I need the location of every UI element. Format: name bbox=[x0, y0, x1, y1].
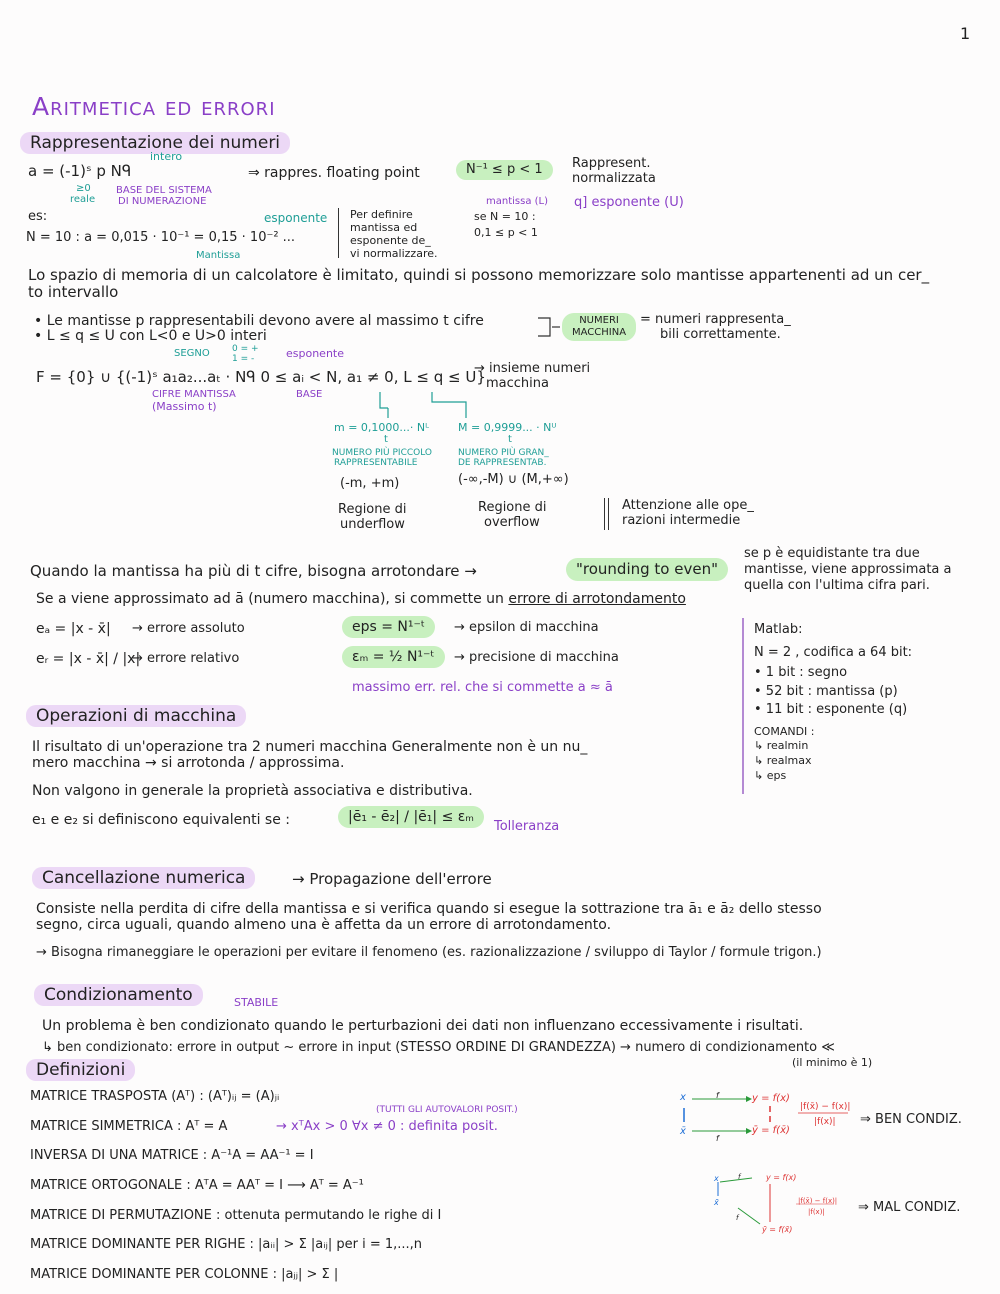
se-n-10: se N = 10 : bbox=[474, 210, 536, 223]
cmd-eps: ↳ eps bbox=[754, 769, 787, 782]
ben-ratio-num: |f(x̄) − f(x)| bbox=[800, 1102, 851, 1112]
M-formula: M = 0,9999... · Nᵁ bbox=[458, 421, 557, 434]
base-label: BASE bbox=[296, 389, 323, 400]
rappresentabili-b: bili correttamente. bbox=[660, 327, 781, 342]
insieme-b: macchina bbox=[486, 376, 549, 391]
def-inversa: INVERSA DI UNA MATRICE : A⁻¹A = AA⁻¹ = I bbox=[30, 1148, 314, 1163]
def-dominante-colonne: MATRICE DOMINANTE PER COLONNE : |aⱼⱼ| > Σ | bbox=[30, 1267, 339, 1282]
approx-pre: Se a viene approssimato ad ā (numero macchina), si commette un bbox=[36, 591, 504, 607]
matlab-n: N = 2 , codifica a 64 bit: bbox=[754, 645, 913, 660]
M-desc-a: NUMERO PIÙ GRAN_ bbox=[458, 448, 549, 458]
condizionamento-p2: ↳ ben condizionato: errore in output ~ errore in input (STESSO ORDINE DI GRANDEZZA) → numero di condizionamento ≪ bbox=[42, 1040, 835, 1055]
cifre-mantissa-b: (Massimo t) bbox=[152, 400, 217, 413]
memory-text-a: Lo spazio di memoria di un calcolatore è limitato, quindi si possono memorizzare solo mantisse appartenenti ad un cer_ bbox=[28, 266, 930, 284]
se-range: 0,1 ≤ p < 1 bbox=[474, 226, 538, 239]
cmd-realmax: ↳ realmax bbox=[754, 754, 812, 767]
mal-ybar-label: ȳ = f(x̄) bbox=[762, 1225, 793, 1234]
underflow-a: Regione di bbox=[338, 502, 407, 517]
stabile-label: STABILE bbox=[234, 996, 279, 1009]
reale-label-a: ≥0 bbox=[76, 183, 91, 194]
section-heading-rappresentazione: Rappresentazione dei numeri bbox=[20, 132, 290, 154]
eps-label: → epsilon di macchina bbox=[454, 620, 599, 635]
mal-xbar-label: x̄ bbox=[714, 1198, 719, 1207]
def-trasposta: MATRICE TRASPOSTA (Aᵀ) : (Aᵀ)ᵢⱼ = (A)ⱼᵢ bbox=[30, 1089, 280, 1104]
segno-label: SEGNO bbox=[174, 348, 210, 359]
ben-xbar-label: x̄ bbox=[680, 1126, 686, 1137]
def-ortogonale: MATRICE ORTOGONALE : AᵀA = AAᵀ = I ⟶ Aᵀ = A⁻¹ bbox=[30, 1178, 364, 1193]
def-autovalori-note: (TUTTI GLI AUTOVALORI POSIT.) bbox=[376, 1105, 518, 1115]
operazioni-p2: Non valgono in generale la proprietà associativa e distributiva. bbox=[32, 783, 473, 799]
m-range: (-m, +m) bbox=[340, 476, 400, 491]
section-heading-cancellazione: Cancellazione numerica bbox=[32, 867, 255, 889]
ben-condiz-label: ⇒ BEN CONDIZ. bbox=[860, 1112, 962, 1127]
er-label: → errore relativo bbox=[132, 651, 240, 666]
ben-f-top: f bbox=[716, 1091, 719, 1100]
mantissa-l-label: mantissa (L) bbox=[486, 196, 549, 207]
equidistante-b: mantisse, viene approssimata a bbox=[744, 562, 952, 577]
M-range: (-∞,-M) ∪ (M,+∞) bbox=[458, 472, 569, 487]
mal-ratio-den: |f(x)| bbox=[808, 1208, 825, 1216]
def-simmetrica: MATRICE SIMMETRICA : Aᵀ = A bbox=[30, 1119, 228, 1134]
cifre-mantissa-a: CIFRE MANTISSA bbox=[152, 389, 236, 400]
overflow-a: Regione di bbox=[478, 500, 547, 515]
matlab-bit-11: • 11 bit : esponente (q) bbox=[754, 702, 908, 717]
equivalenza-formula: |ē₁ - ē₂| / |ē₁| ≤ εₘ bbox=[338, 806, 484, 828]
M-t: t bbox=[508, 434, 512, 445]
ben-x-label: x bbox=[680, 1092, 686, 1103]
rounding-to-even: "rounding to even" bbox=[566, 558, 728, 581]
max-err-label: massimo err. rel. che si commette a ≈ ā bbox=[352, 680, 613, 695]
ben-y-label: y = f(x) bbox=[752, 1093, 790, 1104]
mal-f-bottom: f bbox=[736, 1214, 739, 1222]
section-heading-operazioni: Operazioni di macchina bbox=[26, 705, 246, 727]
esponente-label: esponente bbox=[264, 211, 328, 225]
numeri-label: NUMERI bbox=[579, 315, 619, 326]
ben-ratio-den: |f(x)| bbox=[814, 1117, 836, 1127]
ben-ybar-label: ȳ = f(x̄) bbox=[752, 1125, 790, 1136]
equidistante-a: se p è equidistante tra due bbox=[744, 546, 920, 561]
em-label: → precisione di macchina bbox=[454, 650, 619, 665]
base-label-a: BASE DEL SISTEMA bbox=[116, 185, 212, 196]
note-b: mantissa ed bbox=[350, 221, 418, 234]
page-title: Aritmetica ed errori bbox=[32, 92, 276, 121]
q-esponente-label: q] esponente (U) bbox=[574, 195, 684, 210]
comandi-label: COMANDI : bbox=[754, 725, 815, 738]
bullet-mantisse: • Le mantisse p rappresentabili devono avere al massimo t cifre bbox=[34, 313, 484, 329]
eps-formula: eps = N¹⁻ᵗ bbox=[342, 616, 435, 638]
attenzione-b: razioni intermedie bbox=[622, 513, 741, 528]
floating-point-label: ⇒ rappres. floating point bbox=[248, 165, 420, 181]
norm-label-a: Rappresent. bbox=[572, 156, 651, 171]
mal-x-label: x bbox=[714, 1174, 719, 1183]
def-dominante-righe: MATRICE DOMINANTE PER RIGHE : |aᵢᵢ| > Σ |aᵢⱼ| per i = 1,...,n bbox=[30, 1237, 423, 1252]
m-formula: m = 0,1000...· Nᴸ bbox=[334, 421, 429, 434]
es-label: es: bbox=[28, 209, 48, 224]
matlab-label: Matlab: bbox=[754, 622, 803, 637]
M-desc-b: DE RAPPRESENTAB. bbox=[458, 458, 547, 468]
note-c: esponente de_ bbox=[350, 234, 431, 247]
F-formula: F = {0} ∪ {(-1)ˢ a₁a₂...aₜ · Nᑫ 0 ≤ aᵢ < N, a₁ ≠ 0, L ≤ q ≤ U} bbox=[36, 368, 486, 386]
matlab-bit-52: • 52 bit : mantissa (p) bbox=[754, 684, 898, 699]
mal-f-top: f bbox=[738, 1173, 741, 1181]
bullet-range: • L ≤ q ≤ U con L<0 e U>0 interi bbox=[34, 328, 267, 344]
minimo-label: (il minimo è 1) bbox=[792, 1056, 873, 1069]
intero-label: intero bbox=[150, 150, 183, 163]
mal-condiz-label: ⇒ MAL CONDIZ. bbox=[858, 1200, 961, 1215]
mal-ratio-num: |f(x̄) − f(x)| bbox=[798, 1197, 838, 1205]
rappresentabili-a: = numeri rappresenta_ bbox=[640, 312, 791, 327]
mal-arrow-bottom bbox=[738, 1208, 760, 1224]
insieme-a: → insieme numeri bbox=[474, 361, 591, 376]
em-formula: εₘ = ½ N¹⁻ᵗ bbox=[342, 646, 445, 668]
def-simmetrica-positiva: → xᵀAx > 0 ∀x ≠ 0 : definita posit. bbox=[276, 1119, 498, 1134]
operazioni-p1-b: mero macchina → si arrotonda / approssima. bbox=[32, 755, 345, 771]
example-formula: N = 10 : a = 0,015 · 10⁻¹ = 0,15 · 10⁻² ... bbox=[26, 230, 296, 245]
mantissa-label: Mantissa bbox=[196, 250, 241, 261]
ea-label: → errore assoluto bbox=[132, 621, 245, 636]
operazioni-p3: e₁ e e₂ si definiscono equivalenti se : bbox=[32, 812, 290, 828]
memory-text-b: to intervallo bbox=[28, 283, 119, 301]
mal-arrow-top bbox=[720, 1178, 752, 1182]
ben-f-bottom: f bbox=[716, 1134, 719, 1143]
rounding-text: Quando la mantissa ha più di t cifre, bisogna arrotondare → bbox=[30, 562, 477, 580]
m-t: t bbox=[384, 434, 388, 445]
cmd-realmin: ↳ realmin bbox=[754, 739, 809, 752]
reale-label-b: reale bbox=[70, 194, 96, 205]
attenzione-a: Attenzione alle ope_ bbox=[622, 498, 754, 513]
note-a: Per definire bbox=[350, 208, 413, 221]
m-desc-a: NUMERO PIÙ PICCOLO bbox=[332, 448, 433, 458]
floating-formula: a = (-1)ˢ p Nᑫ bbox=[28, 162, 132, 180]
ea-formula: eₐ = |x - x̄| bbox=[36, 621, 111, 637]
cancellazione-p1-b: segno, circa uguali, quando almeno una è affetta da un errore di arrotondamento. bbox=[36, 917, 612, 933]
page-number: 1 bbox=[960, 24, 971, 43]
segno-values-a: 0 = + bbox=[232, 344, 259, 354]
segno-values-b: 1 = - bbox=[232, 354, 255, 364]
note-d: vi normalizzare. bbox=[350, 247, 438, 260]
condizionamento-p1: Un problema è ben condizionato quando le perturbazioni dei dati non influenzano eccessivamente i risultati. bbox=[42, 1018, 804, 1034]
norm-formula: N⁻¹ ≤ p < 1 bbox=[456, 160, 553, 180]
underflow-b: underflow bbox=[340, 517, 405, 532]
tolleranza-label: Tolleranza bbox=[494, 819, 560, 834]
section-heading-condizionamento: Condizionamento bbox=[34, 984, 203, 1006]
propagazione-label: → Propagazione dell'errore bbox=[292, 870, 492, 888]
macchina-label: MACCHINA bbox=[572, 327, 627, 338]
m-desc-b: RAPPRESENTABILE bbox=[334, 458, 418, 468]
operazioni-p1-a: Il risultato di un'operazione tra 2 numeri macchina Generalmente non è un nu_ bbox=[32, 739, 588, 755]
er-formula: eᵣ = |x - x̄| / |x| bbox=[36, 651, 141, 667]
norm-label-b: normalizzata bbox=[572, 171, 656, 186]
cancellazione-p1-a: Consiste nella perdita di cifre della mantissa e si verifica quando si esegue la sottrazione tra ā₁ e ā₂ dello stesso bbox=[36, 901, 822, 917]
section-heading-definizioni: Definizioni bbox=[26, 1059, 135, 1081]
matlab-bit-1: • 1 bit : segno bbox=[754, 665, 848, 680]
equidistante-c: quella con l'ultima cifra pari. bbox=[744, 578, 930, 593]
def-permutazione: MATRICE DI PERMUTAZIONE : ottenuta permutando le righe di I bbox=[30, 1208, 442, 1223]
errore-arrotondamento: errore di arrotondamento bbox=[508, 591, 686, 607]
base-label-b: DI NUMERAZIONE bbox=[118, 196, 207, 207]
cancellazione-p2: → Bisogna rimaneggiare le operazioni per evitare il fenomeno (es. razionalizzazione / sviluppo di Taylor / formule trigon.) bbox=[36, 945, 822, 960]
overflow-b: overflow bbox=[484, 515, 540, 530]
mal-y-label: y = f(x) bbox=[766, 1173, 797, 1182]
esponente-label-2: esponente bbox=[286, 347, 345, 360]
